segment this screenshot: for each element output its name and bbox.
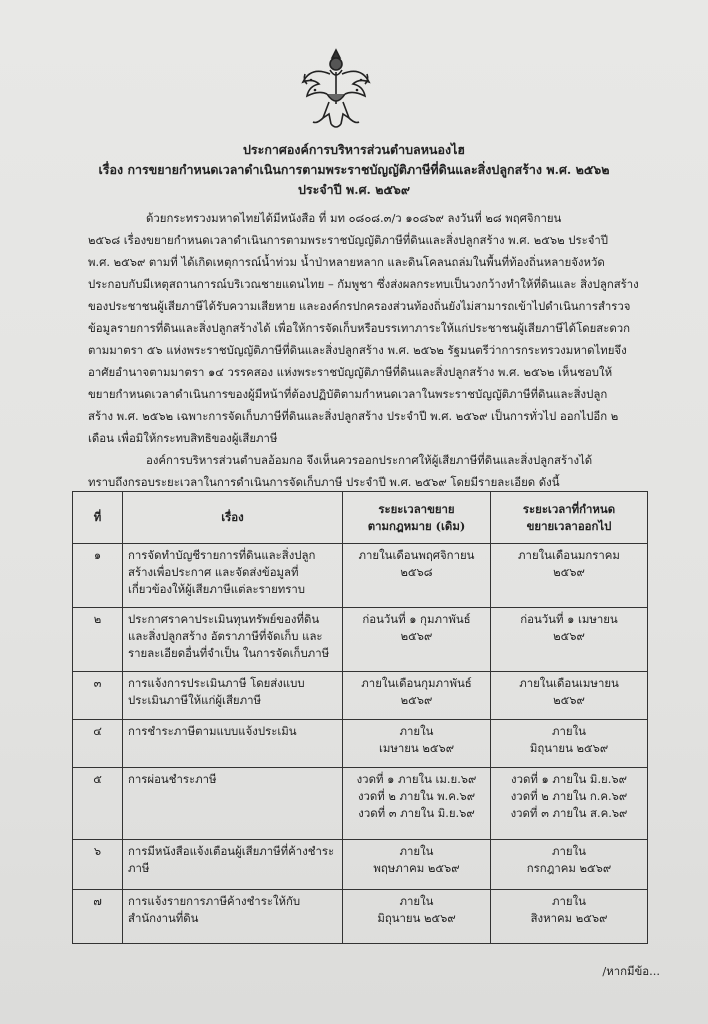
- header-no: ที่: [73, 492, 123, 544]
- header-original-period: ระยะเวลาขยาย ตามกฎหมาย (เดิม): [343, 492, 491, 544]
- row-extended: ภายใน กรกฎาคม ๒๕๖๙: [491, 840, 648, 890]
- row-topic: การชำระภาษีตามแบบแจ้งประเมิน: [123, 720, 343, 768]
- para1-line: สร้าง พ.ศ. ๒๕๖๒ เฉพาะการจัดเก็บภาษีที่ดินและสิ่งปลูกสร้าง ประจำปี พ.ศ. ๒๕๖๙ เป็นการทั่วไป ออกไปอีก ๒: [88, 409, 619, 423]
- para1-line: ของประชาชนผู้เสียภาษีได้รับความเสียหาย และองค์กรปกครองส่วนท้องถิ่นยังไม่สามารถเข้าไปดำเนินการสำรวจ: [88, 299, 631, 313]
- para1-line: ตามมาตรา ๕๖ แห่งพระราชบัญญัติภาษีที่ดินและสิ่งปลูกสร้าง พ.ศ. ๒๕๖๒ รัฐมนตรีว่าการกระทรวงมหาดไทยจึง: [88, 343, 627, 357]
- table-row: [73, 890, 648, 944]
- header-year: ประจำปี พ.ศ. ๒๕๖๙: [297, 182, 410, 197]
- row-no: ๑: [73, 544, 123, 608]
- row-original: งวดที่ ๑ ภายใน เม.ย.๖๙ งวดที่ ๒ ภายใน พ.ค.๖๙ งวดที่ ๓ ภายใน มิ.ย.๖๙: [343, 768, 491, 840]
- table-row: [73, 672, 648, 720]
- table-row: [73, 840, 648, 890]
- row-no: ๖: [73, 840, 123, 890]
- row-original: ภายใน พฤษภาคม ๒๕๖๙: [343, 840, 491, 890]
- row-no: ๔: [73, 720, 123, 768]
- row-no: ๗: [73, 890, 123, 944]
- row-topic: การผ่อนชำระภาษี: [123, 768, 343, 840]
- para1-line: พ.ศ. ๒๕๖๙ ตามที่ ได้เกิดเหตุการณ์น้ำท่วม น้ำป่าหลายหลาก และดินโคลนถล่มในพื้นที่ท้องถิ่นหลายจังหวัด: [88, 255, 605, 269]
- table-header-row: [73, 492, 648, 544]
- para1-line: ๒๕๖๘ เรื่องขยายกำหนดเวลาดำเนินการตามพระราชบัญญัติภาษีที่ดินและสิ่งปลูกสร้าง พ.ศ. ๒๕๖๒ ประจำปี: [88, 233, 609, 247]
- row-original: ภายใน เมษายน ๒๕๖๙: [343, 720, 491, 768]
- row-topic: การจัดทำบัญชีรายการที่ดินและสิ่งปลูก สร้างเพื่อประกาศ และจัดส่งข้อมูลที่ เกี่ยวข้องให้ผู้เสียภาษีแต่ละรายทราบ: [123, 544, 343, 608]
- para1-line: เดือน เพื่อมิให้กระทบสิทธิของผู้เสียภาษี: [88, 431, 278, 445]
- table-row: [73, 720, 648, 768]
- row-no: ๕: [73, 768, 123, 840]
- row-topic: การมีหนังสือแจ้งเตือนผู้เสียภาษีที่ค้างชำระ ภาษี: [123, 840, 343, 890]
- schedule-table: [72, 491, 648, 944]
- header-title: เรื่อง การขยายกำหนดเวลาดำเนินการตามพระราชบัญญัติภาษีที่ดินและสิ่งปลูกสร้าง พ.ศ. ๒๕๖๒: [98, 162, 610, 177]
- para1-line: ข้อมูลรายการที่ดินและสิ่งปลูกสร้างได้ เพื่อให้การจัดเก็บหรือบรรเทาภาระให้แก่ประชาชนผู้เสียภาษีได้โดยสะดวก: [88, 321, 631, 335]
- table-row: [73, 544, 648, 608]
- row-extended: งวดที่ ๑ ภายใน มิ.ย.๖๙ งวดที่ ๒ ภายใน ก.ค.๖๙ งวดที่ ๓ ภายใน ส.ค.๖๙: [491, 768, 648, 840]
- row-extended: ภายใน สิงหาคม ๒๕๖๙: [491, 890, 648, 944]
- para1-line: อาศัยอำนาจตามมาตรา ๑๔ วรรคสอง แห่งพระราชบัญญัติภาษีที่ดินและสิ่งปลูกสร้าง พ.ศ. ๒๕๖๒ เห็นชอบให้: [88, 365, 613, 379]
- para2-line: องค์การบริหารส่วนตำบลอ้อมกอ จึงเห็นควรออกประกาศให้ผู้เสียภาษีที่ดินและสิ่งปลูกสร้างได้: [146, 453, 593, 467]
- row-no: ๒: [73, 608, 123, 672]
- table-row: [73, 608, 648, 672]
- para1-line: ประกอบกับมีเหตุสถานการณ์บริเวณชายแดนไทย – กัมพูชา ซึ่งส่งผลกระทบเป็นวงกว้างทำให้ที่ดินและ สิ่งปลูกสร้าง: [88, 277, 639, 291]
- row-topic: การแจ้งรายการภาษีค้างชำระให้กับ สำนักงานที่ดิน: [123, 890, 343, 944]
- row-topic: การแจ้งการประเมินภาษี โดยส่งแบบ ประเมินภาษีให้แก่ผู้เสียภาษี: [123, 672, 343, 720]
- row-no: ๓: [73, 672, 123, 720]
- header-line-1: ประกาศองค์การบริหารส่วนตำบลหนองไฮ: [242, 142, 465, 157]
- garuda-emblem-icon: [297, 44, 375, 134]
- para1-line: ด้วยกระทรวงมหาดไทยได้มีหนังสือ ที่ มท ๐๘๐๘.๓/ว ๑๐๘๖๙ ลงวันที่ ๒๘ พฤศจิกายน: [146, 211, 562, 225]
- row-extended: ภายในเดือนมกราคม ๒๕๖๙: [491, 544, 648, 608]
- row-original: ภายในเดือนพฤศจิกายน ๒๕๖๘: [343, 544, 491, 608]
- row-extended: ภายในเดือนเมษายน ๒๕๖๙: [491, 672, 648, 720]
- row-original: ภายในเดือนกุมภาพันธ์ ๒๕๖๙: [343, 672, 491, 720]
- row-extended: ก่อนวันที่ ๑ เมษายน ๒๕๖๙: [491, 608, 648, 672]
- row-original: ภายใน มิถุนายน ๒๕๖๙: [343, 890, 491, 944]
- table-row: [73, 768, 648, 840]
- row-original: ก่อนวันที่ ๑ กุมภาพันธ์ ๒๕๖๙: [343, 608, 491, 672]
- header-extended-period: ระยะเวลาที่กำหนด ขยายเวลาออกไป: [491, 492, 648, 544]
- para1-line: ขยายกำหนดเวลาดำเนินการของผู้มีหน้าที่ต้องปฏิบัติตามกำหนดเวลาในพระราชบัญญัติภาษีที่ดินและสิ่งปลูก: [88, 387, 608, 401]
- row-topic: ประกาศราคาประเมินทุนทรัพย์ของที่ดิน และสิ่งปลูกสร้าง อัตราภาษีที่จัดเก็บ และ รายละเอียดอื่นที่จำเป็น ในการจัดเก็บภาษี: [123, 608, 343, 672]
- continuation-note: /หากมีข้อ...: [602, 964, 660, 978]
- row-extended: ภายใน มิถุนายน ๒๕๖๙: [491, 720, 648, 768]
- header-topic: เรื่อง: [123, 492, 343, 544]
- para2-line: ทราบถึงกรอบระยะเวลาในการดำเนินการจัดเก็บภาษี ประจำปี พ.ศ. ๒๕๖๙ โดยมีรายละเอียด ดังนี้: [88, 475, 560, 489]
